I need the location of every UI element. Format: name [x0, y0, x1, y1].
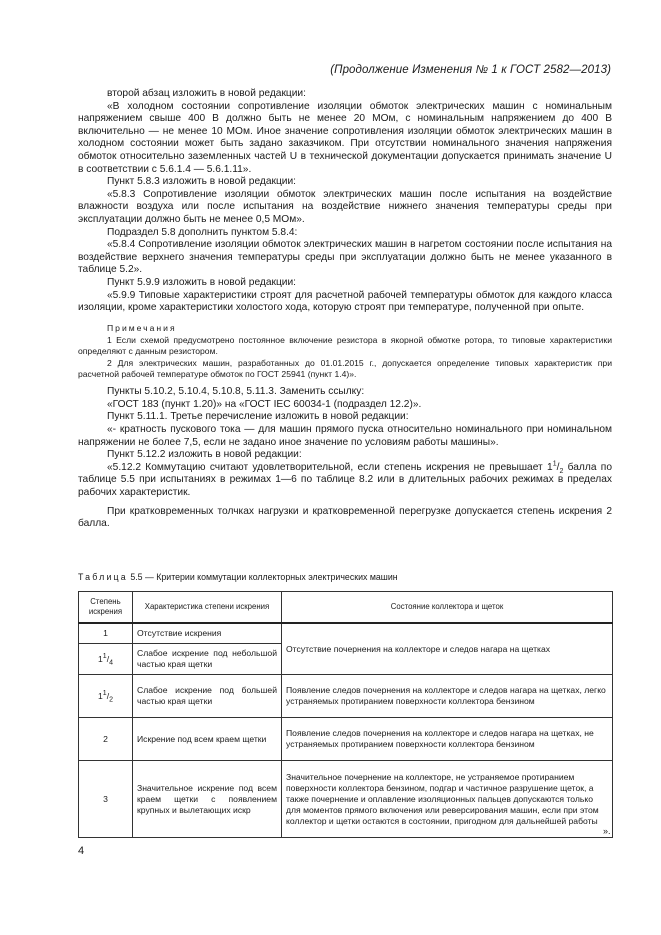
paragraph: При кратковременных толчках нагрузки и кратковременной перегрузке допускается степень искрения 2 балла. [78, 505, 612, 530]
paragraph: Пункты 5.10.2, 5.10.4, 5.10.8, 5.11.3. Заменить ссылку: [107, 386, 365, 398]
paragraph: Пункт 5.12.2 изложить в новой редакции: [107, 449, 302, 461]
fraction-numerator: 1 [552, 460, 557, 468]
header-cell: Степень искрения [79, 592, 133, 624]
state-cell: Значительное почернение на коллекторе, не устраняемое протиранием поверхности коллектора бензином, подгар и частичное разрушение щеток, а также почернение и оплавление изоляционных пальцев допускаются только для моментов прямого включения или реверсирования машин, если при этом коллектор и щетки остаются в состоянии, пригодном для дальнейшей работы [282, 761, 613, 838]
table-caption [78, 572, 398, 582]
char-cell: Слабое искрение под большей частью края щетки [133, 675, 282, 718]
char-cell: Искрение под всем краем щетки [133, 718, 282, 761]
notes-title: Примечания [107, 322, 177, 333]
paragraph: «5.8.4 Сопротивление изоляции обмоток электрических машин в нагретом состоянии после испытания на воздействие верхнего значения температуры среды при эксплуатации должно быть не менее указанного в таблице 5.2». [78, 239, 612, 276]
note-1: 1 Если схемой предусмотрено постоянное включение резистора в якорной обмотке ротора, то типовые характеристики определяют с данным резистором. [78, 335, 612, 357]
text-segment: «5.12.2 Коммутацию считают удовлетворительной, если степень искрения не превышает 1 [107, 461, 553, 473]
paragraph: «5.9.9 Типовые характеристики строят для расчетной рабочей температуры обмоток для каждого класса изоляции, кроме характеристики холостого хода, которую строят при температуре, полученной при опыте. [78, 289, 612, 314]
paragraph: Подраздел 5.8 дополнить пунктом 5.8.4: [107, 226, 298, 238]
paragraph: Пункт 5.8.3 изложить в новой редакции: [107, 176, 297, 188]
degree-cell: $1^1/_2$ [79, 675, 133, 718]
degree-cell: 1 [79, 623, 133, 644]
paragraph: «5.8.3 Сопротивление изоляции обмоток электрических машин после испытания на воздействие влажности воздуха или после испытания на воздействие нижнего значения температуры среды при эксплуатации должно быть не менее 0,5 МОм». [78, 188, 612, 225]
header-cell: Состояние коллектора и щеток [282, 592, 613, 624]
char-cell: Слабое искрение под небольшой частью края щетки [133, 644, 282, 675]
table-row [79, 623, 613, 644]
paragraph-5-12-2: «5.12.2 Коммутацию считают удовлетворительной, если степень искрения не превышает $1^1/_2$ балла по таблице 5.5 при испытаниях в режимах 1—6 по таблице 8.2 или в длительных рабочих режимах в пределах рабочих характеристик. [78, 460, 612, 499]
paragraph: «ГОСТ 183 (пункт 1.20)» на «ГОСТ IEC 60034-1 (подраздел 12.2)». [107, 398, 422, 410]
degree-cell: 3 [79, 761, 133, 838]
state-cell: Появление следов почернения на коллекторе и следов нагара на щетках, легко устраняемых протиранием поверхности коллектора бензином [282, 675, 613, 718]
table-caption-text: 5.5 — Критерии коммутации коллекторных электрических машин [127, 572, 398, 582]
paragraph: Пункт 5.9.9 изложить в новой редакции: [107, 276, 297, 288]
table-header-row [79, 592, 613, 624]
paragraph: второй абзац изложить в новой редакции: [107, 88, 306, 99]
char-cell: Отсутствие искрения [133, 623, 282, 644]
char-cell: Значительное искрение под всем краем щетки с появлением крупных и вылетающих искр [133, 761, 282, 838]
state-cell: Появление следов почернения на коллекторе и следов нагара на щетках, не устраняемых протиранием поверхности коллектора бензином [282, 718, 613, 761]
page-number: 4 [78, 845, 85, 857]
text-segment: балла по таблице 5.5 при испытаниях в режимах 1—6 по таблице 8.2 или в длительных рабочих режимах в пределах рабочих характеристик. [78, 461, 612, 499]
paragraph: «- кратность пускового тока — для машин прямого пуска относительно номинального при номинальном напряжении не более 7,5, если не задано иное значение по условиям работы машины». [78, 424, 612, 448]
degree-cell: 2 [79, 718, 133, 761]
document-header: (Продолжение Изменения № 1 к ГОСТ 2582—2013) [330, 64, 611, 76]
paragraph: «В холодном состоянии сопротивление изоляции обмоток электрических машин с номинальным напряжением свыше 400 В должно быть не менее 20 МОм, с номинальным напряжением до 400 В включительно — не менее 10 МОм. Иное значение сопротивления изоляции обмоток электрических машин в холодном состоянии может быть задано заказчиком. При отсутствии номинального значения напряжения обмоток относительно заземленных частей U в технической документации допускается принимать значение U в соответствии с 5.6.1.4 — 5.6.1.11». [78, 100, 612, 175]
table-row [79, 718, 613, 761]
degree-cell: $1^1/_4$ [79, 644, 133, 675]
fraction-denominator: 2 [559, 467, 564, 475]
state-cell: Отсутствие почернения на коллекторе и следов нагара на щетках [282, 623, 613, 675]
table-caption-prefix: Таблица [78, 572, 128, 582]
table-row [79, 761, 613, 838]
paragraph: Пункт 5.11.1. Третье перечисление изложить в новой редакции: [107, 411, 409, 423]
table-row [79, 675, 613, 718]
body-text [78, 88, 612, 531]
header-cell: Характеристика степени искрения [133, 592, 282, 624]
commutation-table [78, 591, 613, 838]
closing-quote: ». [603, 826, 611, 836]
note-2: 2 Для электрических машин, разработанных до 01.01.2015 г., допускается определение типовых характеристик при расчетной рабочей температуре обмоток по ГОСТ 25941 (пункт 1.4)». [78, 358, 612, 380]
